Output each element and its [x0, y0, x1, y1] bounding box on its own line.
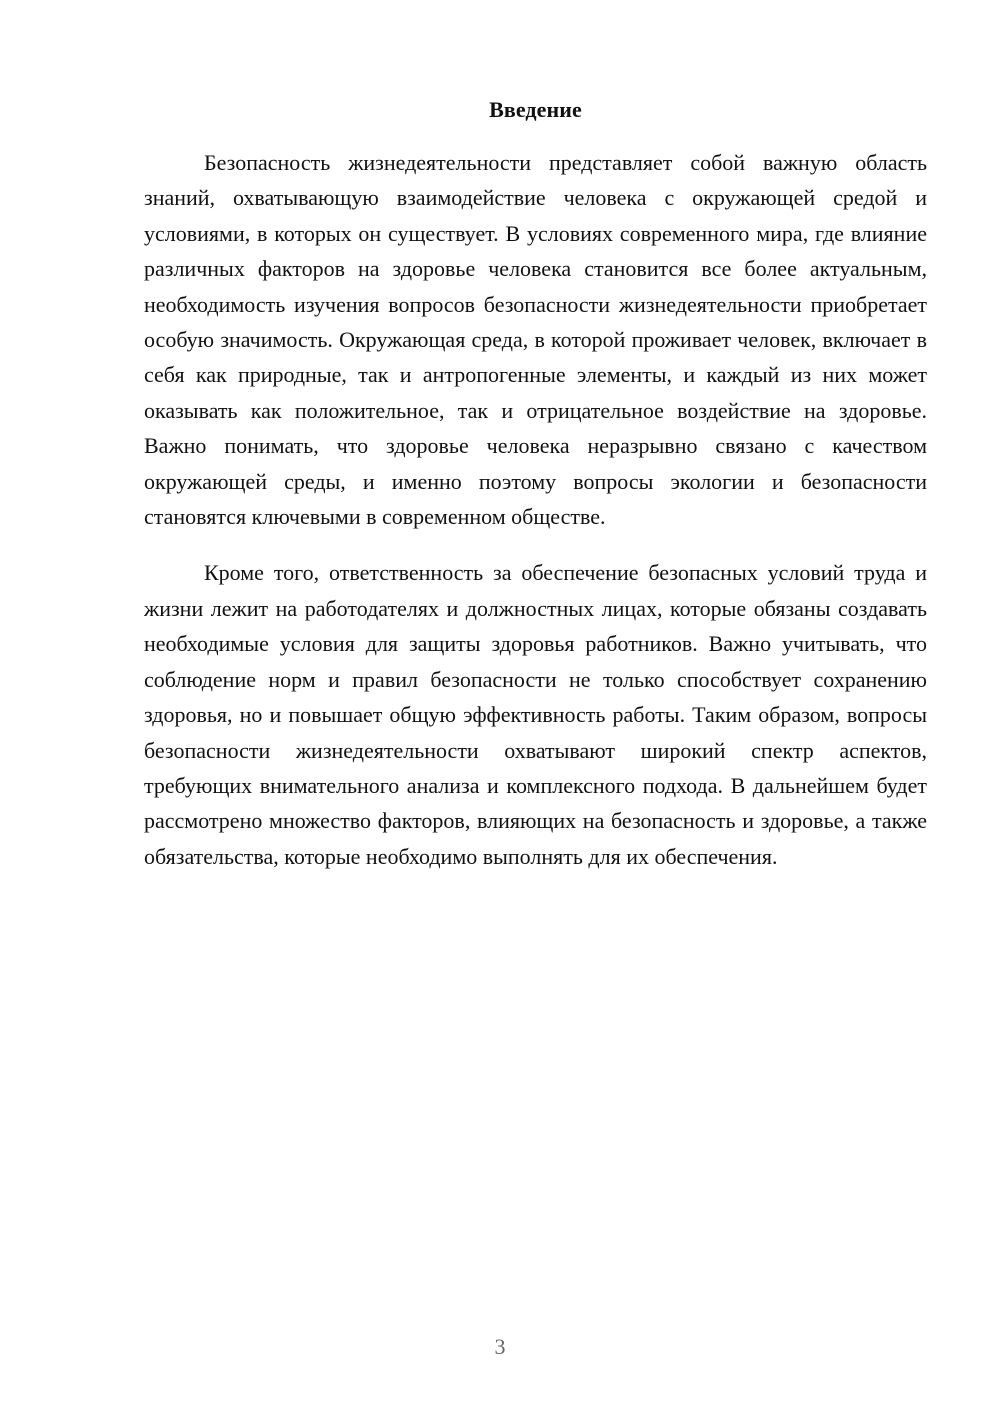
paragraph-2: Кроме того, ответственность за обеспечение безопасных условий труда и жизни лежит на работодателях и должностных лицах, которые обязаны создавать необходимые условия для защиты здоровья работников. Важно учитывать, что соблюдение норм и правил безопасности не только способствует сохранению здоровья, но и повышает общую эффективность работы. Таким образом, вопросы безопасности жизнедеятельности охватывают широкий спектр аспектов, требующих внимательного анализа и комплексного подхода. В дальнейшем будет рассмотрено множество факторов, влияющих на безопасность и здоровье, а также обязательства, которые необходимо выполнять для их обеспечения.: [144, 560, 927, 869]
page-content: [144, 93, 927, 874]
page-number: 3: [494, 1334, 506, 1359]
section-heading: Введение: [489, 97, 582, 122]
paragraph-1: Безопасность жизнедеятельности представляет собой важную область знаний, охватывающую взаимодействие человека с окружающей средой и условиями, в которых он существует. В условиях современного мира, где влияние различных факторов на здоровье человека становится все более актуальным, необходимость изучения вопросов безопасности жизнедеятельности приобретает особую значимость. Окружающая среда, в которой проживает человек, включает в себя как природные, так и антропогенные элементы, и каждый из них может оказывать как положительное, так и отрицательное воздействие на здоровье. Важно понимать, что здоровье человека неразрывно связано с качеством окружающей среды, и именно поэтому вопросы экологии и безопасности становятся ключевыми в современном обществе.: [144, 150, 927, 530]
